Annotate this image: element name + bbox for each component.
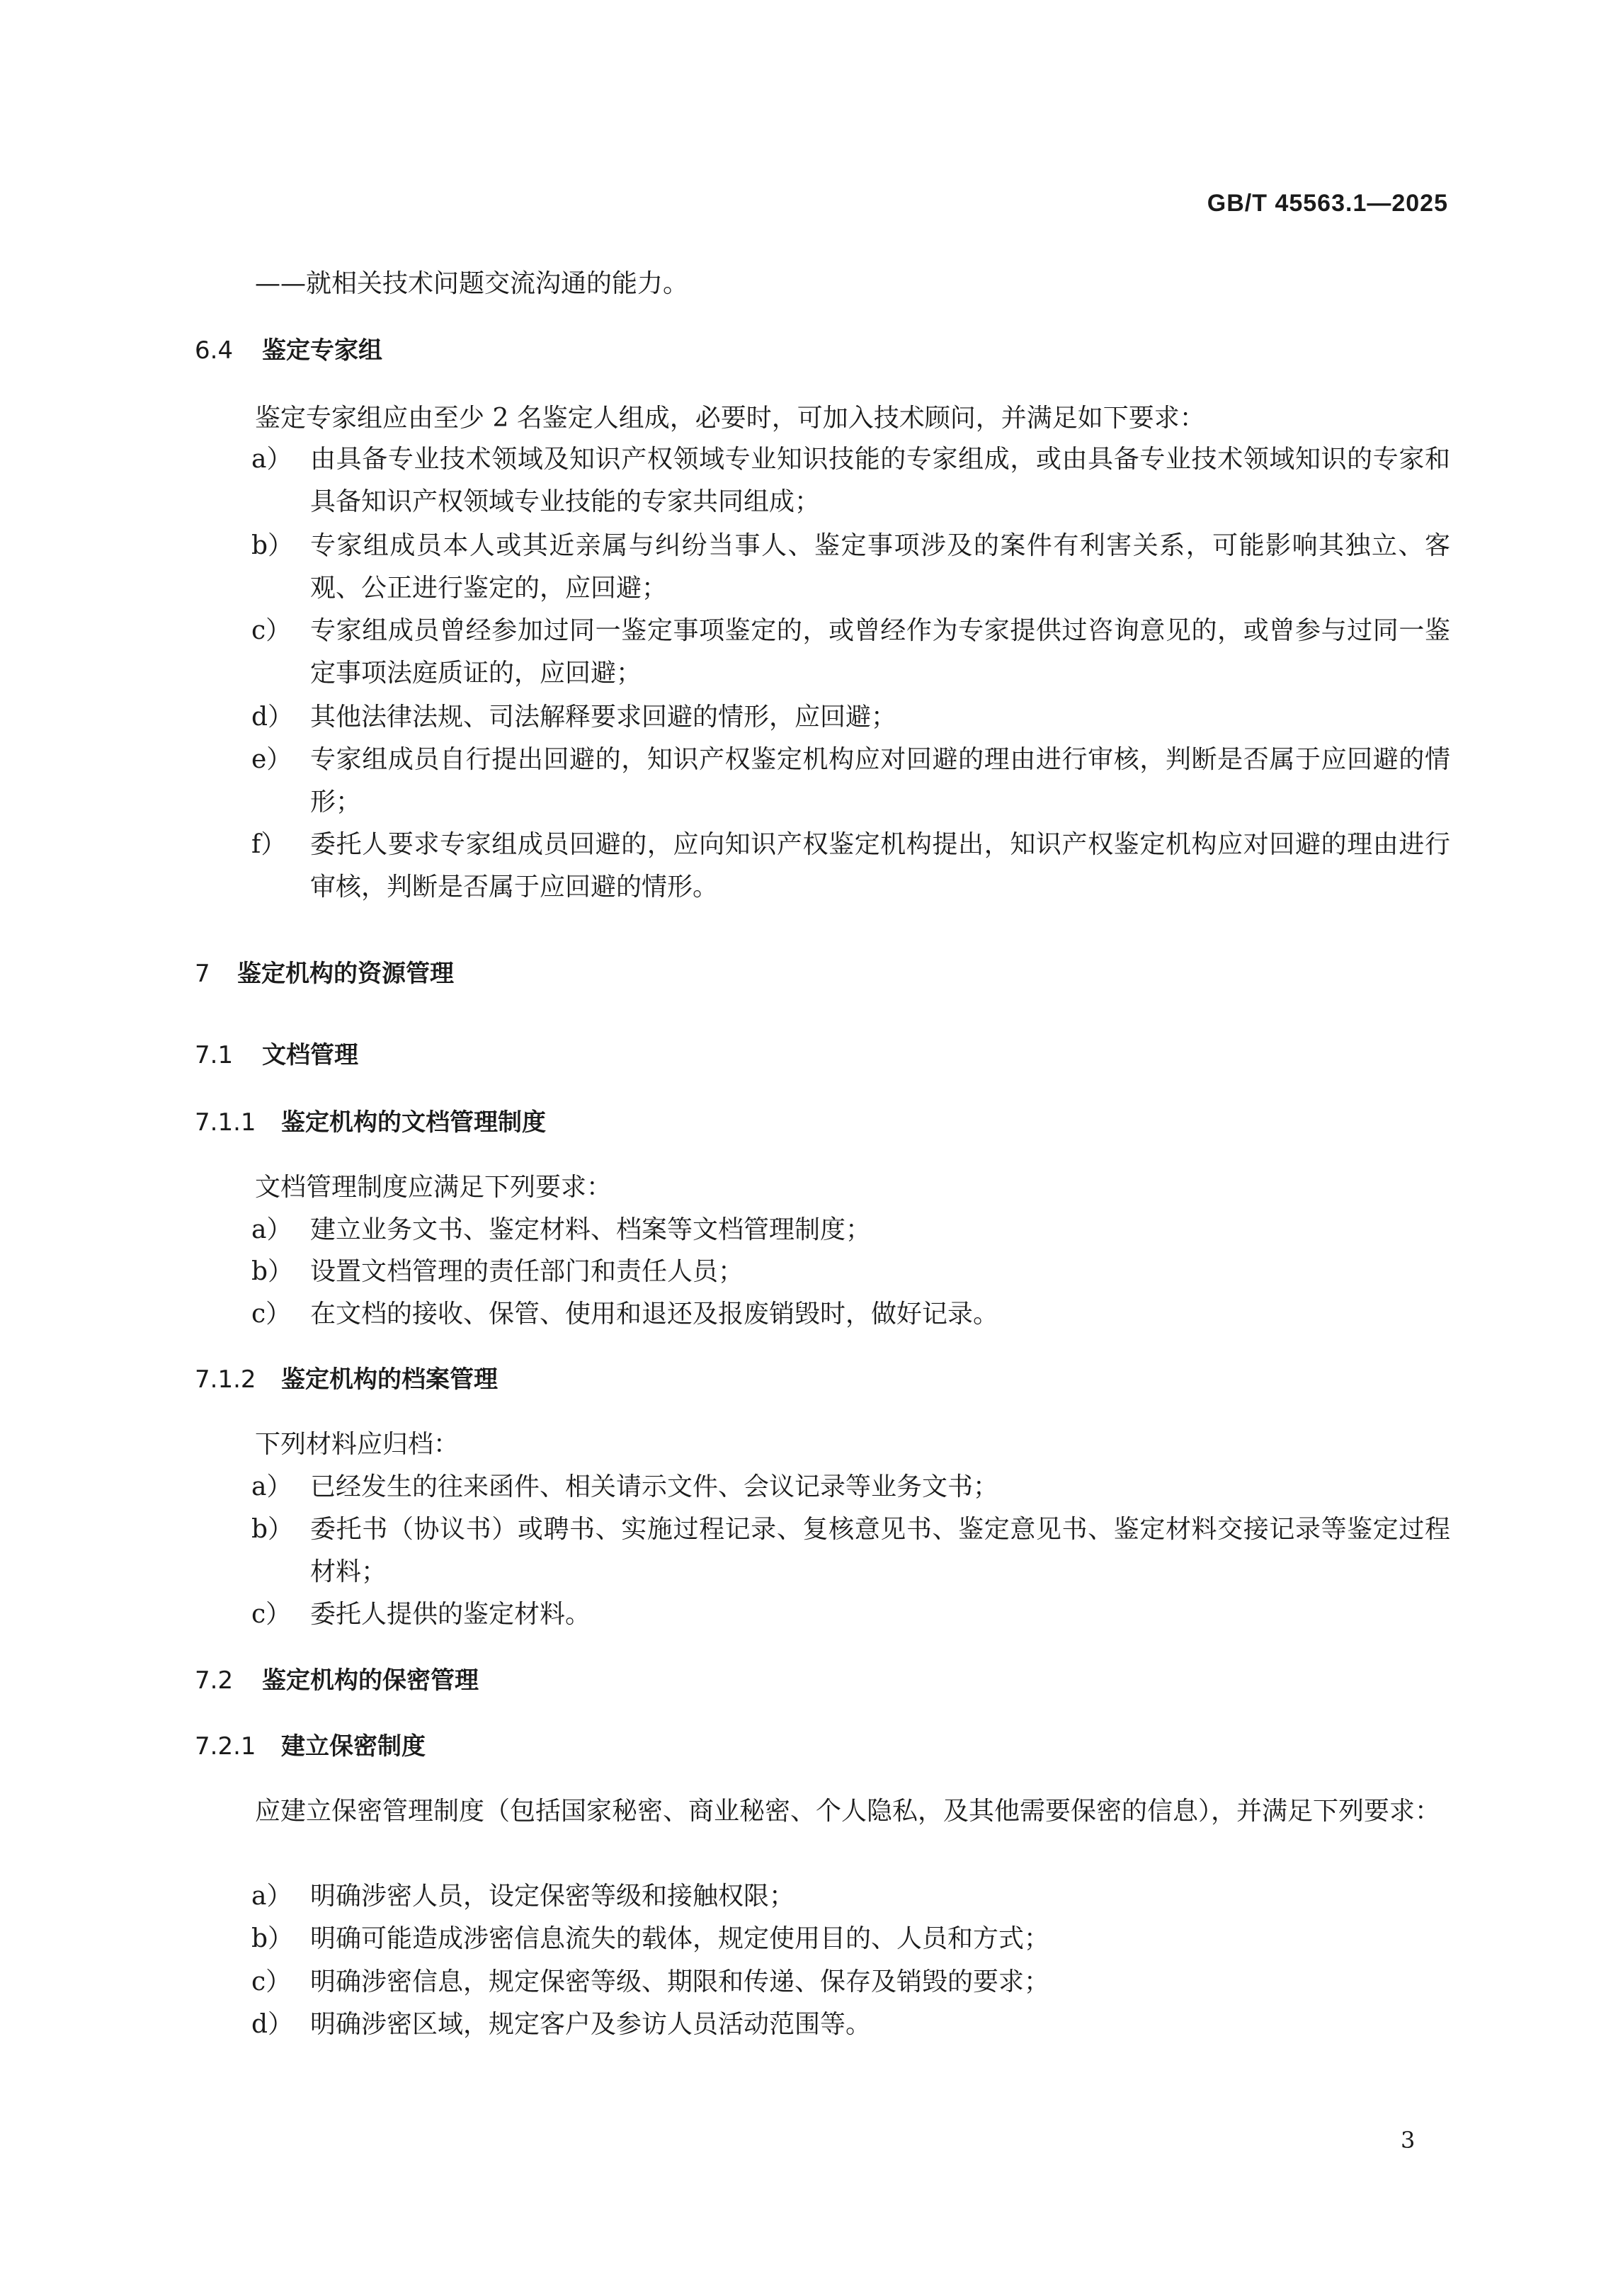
section-7-1-2-heading (195, 1363, 498, 1396)
list-item-text: 在文档的接收、保管、使用和退还及报废销毁时，做好记录。 (310, 1300, 999, 1329)
section-7-2-heading (195, 1664, 479, 1697)
section-number: 7.2 (195, 1666, 234, 1695)
list-item-text: 其他法律法规、司法解释要求回避的情形，应回避； (310, 703, 897, 732)
list-item-label: c） (251, 1967, 292, 1996)
section-7-2-1-intro: 应建立保密管理制度（包括国家秘密、商业秘密、个人隐私，及其他需要保密的信息），并满足下列要求： (255, 1797, 1441, 1826)
section-7-1-1-intro: 文档管理制度应满足下列要求： (255, 1173, 613, 1202)
list-item-label: c） (251, 1300, 292, 1329)
section-title: 鉴定机构的保密管理 (262, 1666, 479, 1695)
section-title: 文档管理 (262, 1041, 358, 1069)
section-title: 鉴定机构的档案管理 (281, 1365, 498, 1394)
list-item-label: a） (251, 1882, 292, 1911)
list-item-text: 委托人要求专家组成员回避的，应向知识产权鉴定机构提出，知识产权鉴定机构应对回避的理由进行审核，判断是否属于应回避的情形。 (310, 830, 1450, 902)
list-item-text: 委托人提供的鉴定材料。 (310, 1600, 591, 1629)
section-7-heading (195, 957, 454, 990)
list-item-text: 已经发生的往来函件、相关请示文件、会议记录等业务文书； (310, 1472, 999, 1501)
section-title: 建立保密制度 (281, 1732, 426, 1761)
list-item-label: b） (251, 1924, 294, 1953)
standard-code-header: GB/T 45563.1—2025 (1207, 190, 1448, 217)
list-item-label: c） (251, 1600, 292, 1629)
list-item-text: 专家组成员曾经参加过同一鉴定事项鉴定的，或曾经作为专家提供过咨询意见的，或曾参与过同一鉴定事项法庭质证的，应回避； (310, 616, 1450, 688)
list-item-label: a） (251, 445, 292, 474)
list-item-text: 设置文档管理的责任部门和责任人员； (310, 1257, 744, 1286)
list-item-label: d） (251, 2010, 294, 2039)
list-item-label: b） (251, 1257, 294, 1286)
list-item-label: f） (251, 830, 287, 859)
list-item-text: 专家组成员本人或其近亲属与纠纷当事人、鉴定事项涉及的案件有利害关系，可能影响其独立、客观、公正进行鉴定的，应回避； (310, 531, 1450, 603)
section-number: 6.4 (195, 336, 234, 365)
list-item-label: d） (251, 703, 294, 732)
list-item-text: 明确可能造成涉密信息流失的载体，规定使用目的、人员和方式； (310, 1924, 1050, 1953)
list-item-text: 明确涉密人员，设定保密等级和接触权限； (310, 1882, 795, 1911)
section-7-1-heading (195, 1039, 358, 1072)
page-number: 3 (1401, 2127, 1416, 2154)
section-number: 7.1.2 (195, 1365, 256, 1394)
section-7-1-1-heading (195, 1106, 546, 1139)
section-7-2-1-heading (195, 1730, 426, 1763)
section-title: 鉴定专家组 (262, 336, 382, 365)
section-number: 7.1.1 (195, 1108, 256, 1137)
section-6-4-heading (195, 334, 382, 367)
list-item-label: c） (251, 616, 292, 645)
section-6-4-intro: 鉴定专家组应由至少 2 名鉴定人组成，必要时，可加入技术顾问，并满足如下要求： (255, 404, 1205, 433)
list-item-text: 明确涉密信息，规定保密等级、期限和传递、保存及销毁的要求； (310, 1967, 1050, 1996)
list-item-label: b） (251, 531, 294, 560)
section-number: 7.1 (195, 1041, 234, 1069)
list-item-label: e） (251, 745, 292, 774)
section-number: 7.2.1 (195, 1732, 256, 1761)
list-item-text: 专家组成员自行提出回避的，知识产权鉴定机构应对回避的理由进行审核，判断是否属于应回避的情形； (310, 745, 1450, 817)
section-number: 7 (195, 960, 210, 988)
list-item-label: a） (251, 1472, 292, 1501)
list-item-text: 委托书（协议书）或聘书、实施过程记录、复核意见书、鉴定意见书、鉴定材料交接记录等鉴定过程材料； (310, 1515, 1450, 1586)
list-item-text: 由具备专业技术领域及知识产权领域专业知识技能的专家组成，或由具备专业技术领域知识的专家和具备知识产权领域专业技能的专家共同组成； (310, 445, 1450, 516)
section-7-1-2-intro: 下列材料应归档： (255, 1430, 460, 1459)
section-title: 鉴定机构的资源管理 (237, 960, 454, 988)
list-item-label: b） (251, 1515, 294, 1544)
list-item-text: 建立业务文书、鉴定材料、档案等文档管理制度； (310, 1215, 872, 1244)
list-item-text: 明确涉密区域，规定客户及参访人员活动范围等。 (310, 2010, 872, 2039)
intro-line: ——就相关技术问题交流沟通的能力。 (255, 269, 689, 298)
list-item-label: a） (251, 1215, 292, 1244)
section-title: 鉴定机构的文档管理制度 (281, 1108, 546, 1137)
